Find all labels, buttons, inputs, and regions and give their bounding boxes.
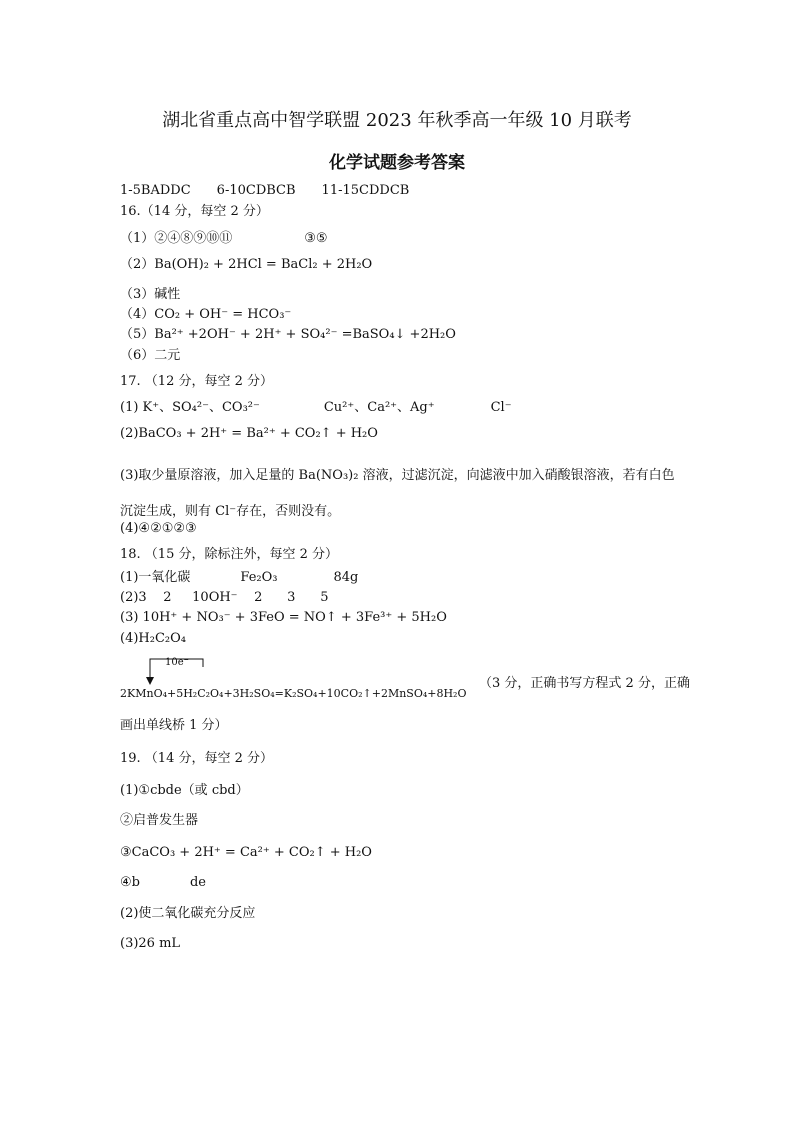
q19-4b: de: [189, 875, 206, 890]
q17-ans-1: [120, 399, 512, 417]
q19-ans-6: (3)26 mL: [120, 936, 181, 951]
q17-1c: Cl⁻: [490, 400, 512, 415]
q18-ans-3: (3) 10H⁺ + NO₃⁻ + 3FeO = NO↑ + 3Fe³⁺ + 5H₂O: [120, 610, 447, 625]
q16-ans-1: [120, 230, 328, 248]
mc-answers: [120, 182, 409, 200]
q16-1b: ③⑤: [304, 231, 328, 246]
page-subtitle: 化学试题参考答案: [329, 153, 465, 173]
q18-head: 18. （15 分，除标注外，每空 2 分）: [120, 547, 339, 562]
q18-1c: 84g: [333, 570, 359, 585]
q19-ans-4: [120, 874, 206, 892]
q17-head: 17. （12 分，每空 2 分）: [120, 374, 274, 389]
q19-4a: ④b: [120, 875, 140, 890]
bridge-label: 10e⁻: [165, 657, 189, 668]
q19-ans-2: ②启普发生器: [120, 813, 199, 828]
mc-group-2: 6-10CDBCB: [216, 183, 296, 198]
page-title: 湖北省重点高中智学联盟 2023 年秋季高一年级 10 月联考: [162, 110, 632, 131]
q18-ans-2: (2)3 2 10OH⁻ 2 3 5: [120, 590, 329, 605]
q18-1b: Fe₂O₃: [240, 570, 278, 585]
q16-ans-6: （6）二元: [120, 348, 181, 363]
q19-ans-3: ③CaCO₃ + 2H⁺ = Ca²⁺ + CO₂↑ + H₂O: [120, 845, 372, 860]
q18-1a: (1)一氧化碳: [120, 570, 191, 585]
q19-head: 19. （14 分，每空 2 分）: [120, 751, 274, 766]
q17-ans-4: (4)④②①②③: [120, 521, 197, 536]
q18-ans-4: (4)H₂C₂O₄: [120, 631, 186, 646]
q17-1b: Cu²⁺、Ca²⁺、Ag⁺: [323, 400, 435, 415]
q16-head: 16.（14 分，每空 2 分）: [120, 204, 269, 219]
mc-group-1: 1-5BADDC: [120, 183, 191, 198]
q16-ans-4: （4）CO₂ + OH⁻ = HCO₃⁻: [120, 307, 292, 322]
q19-ans-1: (1)①cbde（或 cbd）: [120, 783, 249, 798]
q17-ans-2: (2)BaCO₃ + 2H⁺ = Ba²⁺ + CO₂↑ + H₂O: [120, 426, 378, 441]
q17-ans-3: (3)取少量原溶液，加入足量的 Ba(NO₃)₂ 溶液，过滤沉淀，向滤液中加入硝酸银溶液，若有白色沉淀生成，则有 Cl⁻存在，否则没有。: [120, 468, 675, 519]
q16-ans-5: （5）Ba²⁺ +2OH⁻ + 2H⁺ + SO₄²⁻ =BaSO₄↓ +2H₂O: [120, 327, 456, 342]
bridge-equation: 2KMnO₄+5H₂C₂O₄+3H₂SO₄=K₂SO₄+10CO₂↑+2MnSO₄+8H₂O: [120, 687, 467, 700]
q16-ans-2: （2）Ba(OH)₂ + 2HCl = BaCl₂ + 2H₂O: [120, 257, 373, 272]
q19-ans-5: (2)使二氧化碳充分反应: [120, 906, 256, 921]
q16-1a: （1）②④⑧⑨⑩⑪: [120, 231, 233, 246]
mc-group-3: 11-15CDDCB: [321, 183, 410, 198]
q17-1a: (1) K⁺、SO₄²⁻、CO₃²⁻: [120, 400, 260, 415]
q18-note-2: 画出单线桥 1 分）: [120, 718, 228, 733]
q16-ans-3: （3）碱性: [120, 287, 181, 302]
q18-note-1: （3 分，正确书写方程式 2 分，正确: [479, 676, 690, 691]
q18-ans-1: [120, 569, 358, 587]
electron-transfer-diagram: [120, 655, 480, 705]
